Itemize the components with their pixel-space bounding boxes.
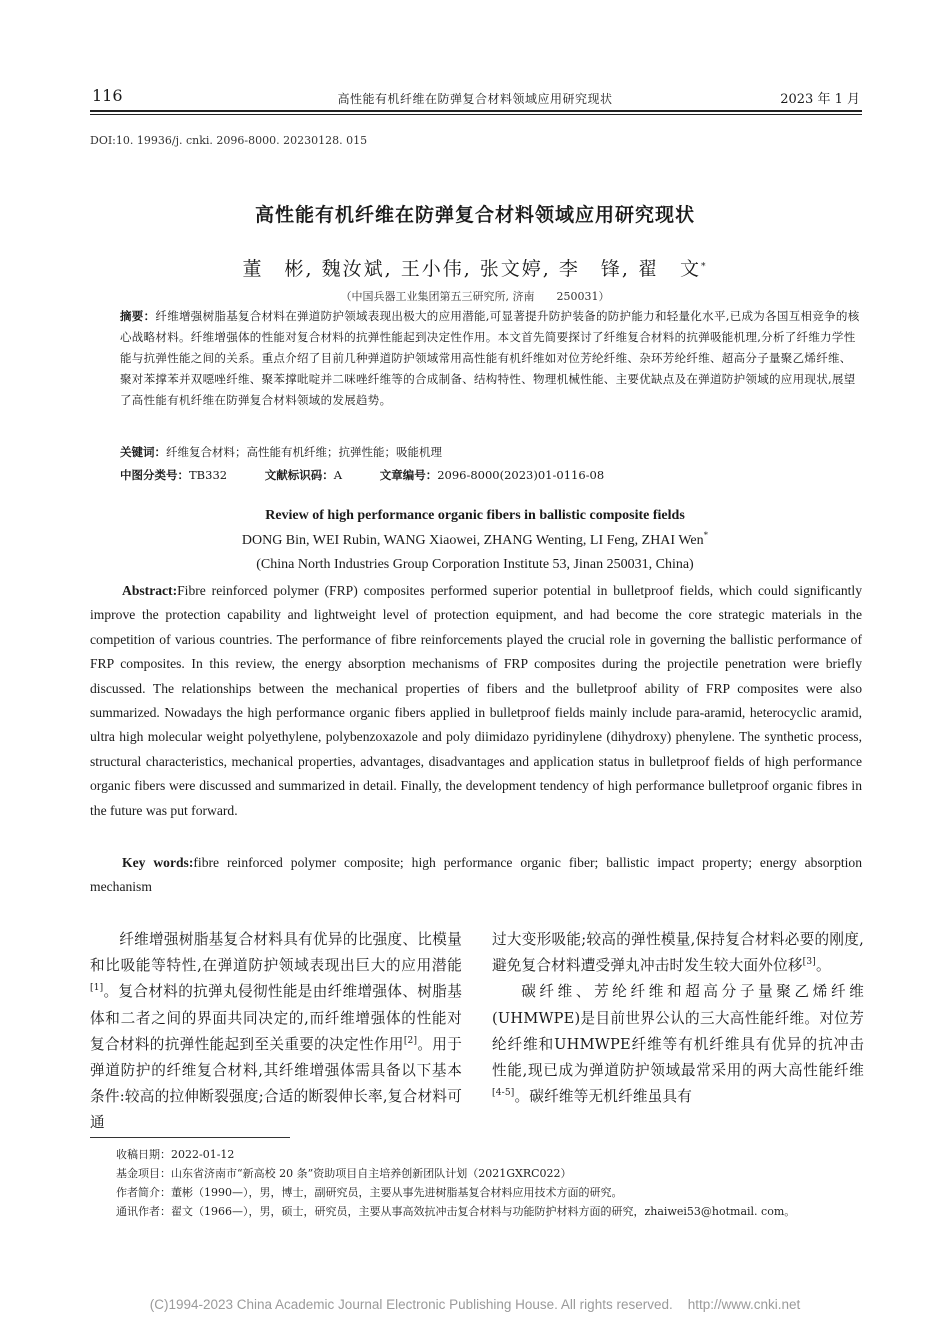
footnote-author-bio: 作者简介：董彬（1990—），男，博士，副研究员，主要从事先进树脂基复合材料应用技术方面的研究。 xyxy=(116,1186,623,1199)
doi: DOI:10. 19936/j. cnki. 2096-8000. 20230128. 015 xyxy=(90,134,368,147)
body-text: 。用于弹道防护的纤维复合材料,其纤维增强体需具备以下基本条件:较高的拉伸断裂强度;合适的断裂伸长率,复合材料可通 xyxy=(90,1035,463,1132)
article-no-label: 文章编号： xyxy=(379,468,438,482)
article-no-value: 2096-8000(2023)01-0116-08 xyxy=(437,468,605,482)
body-column-right xyxy=(492,927,864,1110)
article-title-en: Review of high performance organic fibers in ballistic composite fields xyxy=(265,508,685,523)
footnote-fund: 基金项目：山东省济南市“新高校 20 条”资助项目自主培养创新团队计划（2021GXRC022） xyxy=(116,1167,572,1180)
keywords-en xyxy=(90,851,862,900)
body-text: 纤维增强树脂基复合材料具有优异的比强度、比模量和比吸能等特性,在弹道防护领域表现出巨大的应用潜能 xyxy=(90,931,462,975)
clc-value: TB332 xyxy=(189,468,228,482)
body-text: 碳纤维、芳纶纤维和超高分子量聚乙烯纤维(UHMWPE)是目前世界公认的三大高性能纤维。对位芳纶纤维和UHMWPE纤维等有机纤维具有优异的抗冲击性能,现已成为弹道防护领域最常采用的两大高性能纤维 xyxy=(492,983,864,1080)
body-paragraph xyxy=(492,927,864,979)
body-paragraph xyxy=(492,979,864,1110)
article-title-cn: 高性能有机纤维在防弹复合材料领域应用研究现状 xyxy=(254,204,695,226)
header-rule-thin xyxy=(90,114,862,115)
authors-cn xyxy=(0,254,950,281)
footnote-rule xyxy=(90,1137,290,1138)
citation[interactable]: [4-5] xyxy=(492,1088,515,1099)
keywords-cn-text: 纤维复合材料；高性能有机纤维；抗弹性能；吸能机理 xyxy=(166,445,442,459)
body-text: 。 xyxy=(816,957,831,975)
citation[interactable]: [3] xyxy=(802,957,817,968)
classification-line xyxy=(120,467,862,483)
abstract-en-label: Abstract: xyxy=(122,583,178,598)
corresponding-mark-cn: * xyxy=(700,262,708,272)
abstract-cn-text: 纤维增强树脂基复合材料在弹道防护领域表现出极大的应用潜能,可显著提升防护装备的防护能力和轻量化水平,已成为各国互相竞争的核心战略材料。纤维增强体的性能对复合材料的抗弹性能起到决定性作用。本文首先简要探讨了纤维复合材料的抗弹吸能机理,分析了纤维力学性能与抗弹性能之间的关系。重点介绍了目前几种弹道防护领域常用高性能有机纤维如对位芳纶纤维、杂环芳纶纤维、超高分子量聚乙烯纤维、聚对苯撑苯并双噁唑纤维、聚苯撑吡啶并二咪唑纤维等的合成制备、结构特性、物理机械性能、主要优缺点及在弹道防护领域的应用现状,展望了高性能有机纤维在防弹复合材料领域的发展趋势。 xyxy=(120,309,860,407)
abstract-cn xyxy=(120,306,862,411)
corresponding-mark-en: * xyxy=(703,530,709,540)
affiliation-cn: （中国兵器工业集团第五三研究所, 济南 250031） xyxy=(340,290,610,303)
doc-code-label: 文献标识码： xyxy=(264,468,334,482)
running-title: 高性能有机纤维在防弹复合材料领域应用研究现状 xyxy=(337,92,613,106)
authors-en-names: DONG Bin, WEI Rubin, WANG Xiaowei, ZHANG Wenting, LI Feng, ZHAI Wen xyxy=(241,533,704,548)
footnote-received: 收稿日期：2022-01-12 xyxy=(116,1148,235,1161)
abstract-en xyxy=(90,579,862,823)
body-column-left xyxy=(90,927,462,1137)
body-text: 过大变形吸能;较高的弹性模量,保持复合材料必要的刚度,避免复合材料遭受弹丸冲击时发生较大面外位移 xyxy=(492,931,864,975)
keywords-cn xyxy=(120,444,862,460)
footnote-corresponding: 通讯作者：翟文（1966—），男，硕士，研究员，主要从事高效抗冲击复合材料与功能防护材料方面的研究，zhaiwei53@hotmail. com。 xyxy=(116,1205,796,1218)
doc-code-value: A xyxy=(333,468,343,482)
page-number: 116 xyxy=(92,86,123,105)
citation[interactable]: [2] xyxy=(403,1035,418,1046)
abstract-en-text: Fibre reinforced polymer (FRP) composites performed superior potential in bulletproof fields, which could significantly improve the protection capability and lightweight level of protection equipment, and had become the core strategic materials in the competition of various countries. The performance of fibre reinforcements played the crucial role in governing the ballistic performance of FRP composites. In this review, the energy absorption mechanisms of FRP composites during the projectile penetration were briefly discussed. The relationships between the mechanical properties of fibers and the bulletproof ability of FRP composites were also summarized. Nowadays the high performance organic fibers applied in bulletproof fields mainly include para-aramid, heterocyclic aramid, ultra high molecular weight polyethylene, polybenzoxazole and poly diimidazo pyridinylene (dihydroxy) phenylene. The synthetic process, structural characteristics, mechanical properties, advantages, disadvantages and application status in bulletproof fields of high performance organic fibers were discussed and summarized in detail. Finally, the development tendency of high performance bulletproof organic fibres in the future was put forward. xyxy=(90,583,862,818)
keywords-en-label: Key words: xyxy=(122,855,194,870)
keywords-cn-label: 关键词： xyxy=(120,445,166,459)
issue-date: 2023 年 1 月 xyxy=(780,92,860,107)
authors-cn-names: 董 彬, 魏汝斌, 王小伟, 张文婷, 李 锋, 翟 文 xyxy=(242,258,701,280)
keywords-en-text: fibre reinforced polymer composite; high performance organic fiber; ballistic impact property; energy absorption mechanism xyxy=(90,855,863,895)
clc-label: 中图分类号： xyxy=(120,468,189,482)
body-text: 。碳纤维等无机纤维虽具有 xyxy=(514,1088,693,1106)
affiliation-en: (China North Industries Group Corporation Institute 53, Jinan 250031, China) xyxy=(256,557,694,572)
body-paragraph xyxy=(90,927,462,1137)
citation[interactable]: [1] xyxy=(90,983,104,994)
copyright-watermark: (C)1994-2023 China Academic Journal Electronic Publishing House. All rights reserved. http://www.cnki.net xyxy=(149,1297,801,1312)
footnotes xyxy=(116,1145,795,1221)
authors-en xyxy=(0,530,950,549)
header-rule xyxy=(90,110,862,112)
body-text: 。复合材料的抗弹丸侵彻性能是由纤维增强体、树脂基体和二者之间的界面共同决定的,而纤维增强体的性能对复合材料的抗弹性能起到至关重要的决定性作用 xyxy=(90,983,462,1053)
abstract-cn-label: 摘要： xyxy=(120,309,156,323)
